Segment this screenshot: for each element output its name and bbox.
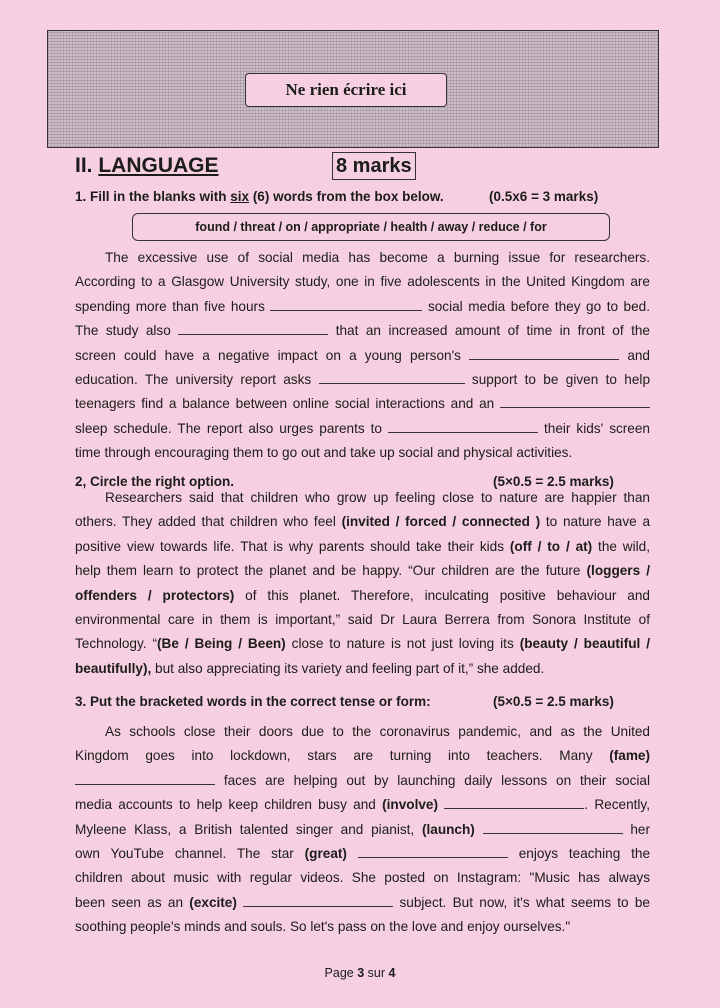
q2-text: positive view towards life. That is why parents should take their kids bbox=[75, 538, 510, 554]
q3-text: . Recently, bbox=[584, 797, 650, 813]
q2-text: help them learn to protect the planet and be happy. “Our children are the future bbox=[75, 563, 587, 579]
q1-text: their kids' screen bbox=[543, 420, 650, 436]
q2-text: others. They added that children who feel bbox=[75, 514, 342, 530]
q3-blank-2[interactable] bbox=[444, 796, 584, 809]
q1-text: support to be given to help bbox=[471, 372, 651, 388]
q1-paragraph bbox=[75, 246, 650, 466]
q3-line: children about music with regular videos. She posted on Instagram: "Music has always bbox=[75, 870, 650, 886]
q2-line bbox=[75, 584, 650, 608]
q1-text: sleep schedule. The report also urges parents to bbox=[75, 420, 382, 436]
q3-word-2: (involve) bbox=[382, 797, 439, 813]
section-name: LANGUAGE bbox=[98, 154, 219, 177]
q3-blank-4[interactable] bbox=[358, 845, 508, 858]
q1-text: that an increased amount of time in front of the bbox=[335, 323, 650, 339]
q1-line bbox=[75, 417, 650, 441]
q1-instruction-part: (6) words from the box below. bbox=[249, 189, 444, 204]
q2-line bbox=[75, 535, 650, 559]
q3-blank-5[interactable] bbox=[243, 894, 393, 907]
q1-line: According to a Glasgow University study, one in five adolescents in the United Kingdom are bbox=[75, 274, 650, 290]
q2-line: Researchers said that children who grow up feeling close to nature are happier than bbox=[105, 490, 650, 505]
q1-text: social media before they go to bed. bbox=[427, 298, 651, 314]
blank-4[interactable] bbox=[319, 371, 465, 384]
no-write-stamp: Ne rien écrire ici bbox=[245, 73, 447, 107]
q1-text: spending more than five hours bbox=[75, 298, 265, 314]
q2-option-5-cont[interactable]: beautifully), bbox=[75, 660, 152, 676]
q3-text: own YouTube channel. The star bbox=[75, 846, 305, 862]
q3-word-5: (excite) bbox=[189, 894, 237, 910]
q3-text: her bbox=[630, 821, 651, 837]
blank-6[interactable] bbox=[388, 420, 538, 433]
q1-instruction-six: six bbox=[230, 189, 250, 204]
q3-text: faces are helping out by launching daily lessons on their social bbox=[223, 772, 650, 788]
q2-option-2[interactable]: (off / to / at) bbox=[509, 538, 593, 554]
q2-text: to nature have a bbox=[540, 514, 651, 530]
q3-line: As schools close their doors due to the coronavirus pandemic, and as the United bbox=[105, 724, 650, 739]
q3-line bbox=[75, 818, 650, 842]
q2-option-4[interactable]: (Be / Being / Been) bbox=[157, 636, 286, 652]
q3-line bbox=[75, 842, 650, 866]
blank-3[interactable] bbox=[469, 347, 619, 360]
q3-blank-1[interactable] bbox=[75, 772, 215, 785]
blank-5[interactable] bbox=[500, 395, 650, 408]
q3-word-3: (launch) bbox=[421, 821, 475, 837]
q3-paragraph bbox=[75, 720, 650, 940]
q3-text: Kingdom goes into lockdown, stars are turning into teachers. Many bbox=[75, 748, 610, 764]
q3-text: media accounts to help keep children busy and bbox=[75, 797, 383, 813]
section-title bbox=[75, 154, 219, 178]
blank-2[interactable] bbox=[178, 322, 328, 335]
q3-line bbox=[75, 744, 650, 768]
q1-line bbox=[75, 319, 650, 343]
q2-option-3[interactable]: (loggers / bbox=[586, 563, 650, 579]
q2-text: Technology. “ bbox=[75, 636, 157, 652]
q3-line: soothing people's minds and souls. So let's pass on the love and enjoy ourselves." bbox=[75, 919, 571, 935]
q1-points: (0.5x6 = 3 marks) bbox=[489, 189, 599, 204]
q2-instruction: 2, Circle the right option. bbox=[75, 474, 235, 489]
q3-instruction: 3. Put the bracketed words in the correct tense or form: bbox=[75, 694, 431, 709]
q3-line bbox=[75, 769, 650, 793]
q1-text: The study also bbox=[75, 323, 171, 339]
q1-line: time through encouraging them to go out and take up social and physical activities. bbox=[75, 445, 573, 461]
q3-text: been seen as an bbox=[75, 894, 190, 910]
blank-1[interactable] bbox=[270, 298, 422, 311]
q1-word-box: found / threat / on / appropriate / health / away / reduce / for bbox=[132, 213, 610, 241]
footer-text: Page bbox=[324, 966, 358, 980]
q2-line bbox=[75, 559, 650, 583]
page-number: 3 bbox=[357, 966, 365, 980]
q2-line bbox=[75, 657, 650, 681]
page-total: 4 bbox=[388, 966, 396, 980]
q1-instruction bbox=[75, 189, 444, 204]
q3-word-4: (great) bbox=[304, 846, 347, 862]
q3-line bbox=[75, 793, 650, 817]
q2-text: but also appreciating its variety and feeling part of it,” she added. bbox=[151, 660, 545, 676]
q2-line bbox=[75, 632, 650, 656]
q1-text: teenagers find a balance between online social interactions and an bbox=[75, 396, 495, 412]
q1-line: The excessive use of social media has become a burning issue for researchers. bbox=[105, 250, 650, 265]
page-footer bbox=[0, 966, 720, 980]
section-marks: 8 marks bbox=[332, 152, 416, 180]
q3-blank-3[interactable] bbox=[483, 821, 623, 834]
q2-text: of this planet. Therefore, inculcating positive behaviour and bbox=[234, 587, 650, 603]
q2-text: close to nature is not just loving its bbox=[285, 636, 520, 652]
footer-text: sur bbox=[364, 966, 389, 980]
q2-points: (5×0.5 = 2.5 marks) bbox=[493, 474, 614, 489]
q1-text: and bbox=[627, 347, 650, 363]
q2-line: environmental care in them is important,” said Dr Laura Berrera from Sonora Institute of bbox=[75, 612, 650, 628]
q1-instruction-part: 1. Fill in the blanks with bbox=[75, 189, 231, 204]
q2-option-3-cont[interactable]: offenders / protectors) bbox=[75, 587, 235, 603]
q2-line bbox=[75, 510, 650, 534]
q2-text: the wild, bbox=[592, 538, 650, 554]
section-number: II. bbox=[75, 154, 93, 177]
q1-line bbox=[75, 295, 650, 319]
q3-text: Myleene Klass, a British talented singer and pianist, bbox=[75, 821, 422, 837]
q2-paragraph bbox=[75, 486, 650, 681]
q3-line bbox=[75, 891, 650, 915]
q3-text: subject. But now, it's what seems to be bbox=[399, 894, 650, 910]
q2-option-5[interactable]: (beauty / beautiful / bbox=[519, 636, 651, 652]
q3-text: enjoys teaching the bbox=[518, 846, 651, 862]
q3-word-1: (fame) bbox=[609, 748, 650, 764]
q1-line bbox=[75, 392, 650, 416]
q3-points: (5×0.5 = 2.5 marks) bbox=[493, 694, 614, 709]
q1-line bbox=[75, 368, 650, 392]
q2-option-1[interactable]: (invited / forced / connected ) bbox=[341, 514, 541, 530]
q1-line bbox=[75, 344, 650, 368]
q1-text: education. The university report asks bbox=[75, 372, 312, 388]
q1-text: screen could have a negative impact on a young person's bbox=[75, 347, 461, 363]
